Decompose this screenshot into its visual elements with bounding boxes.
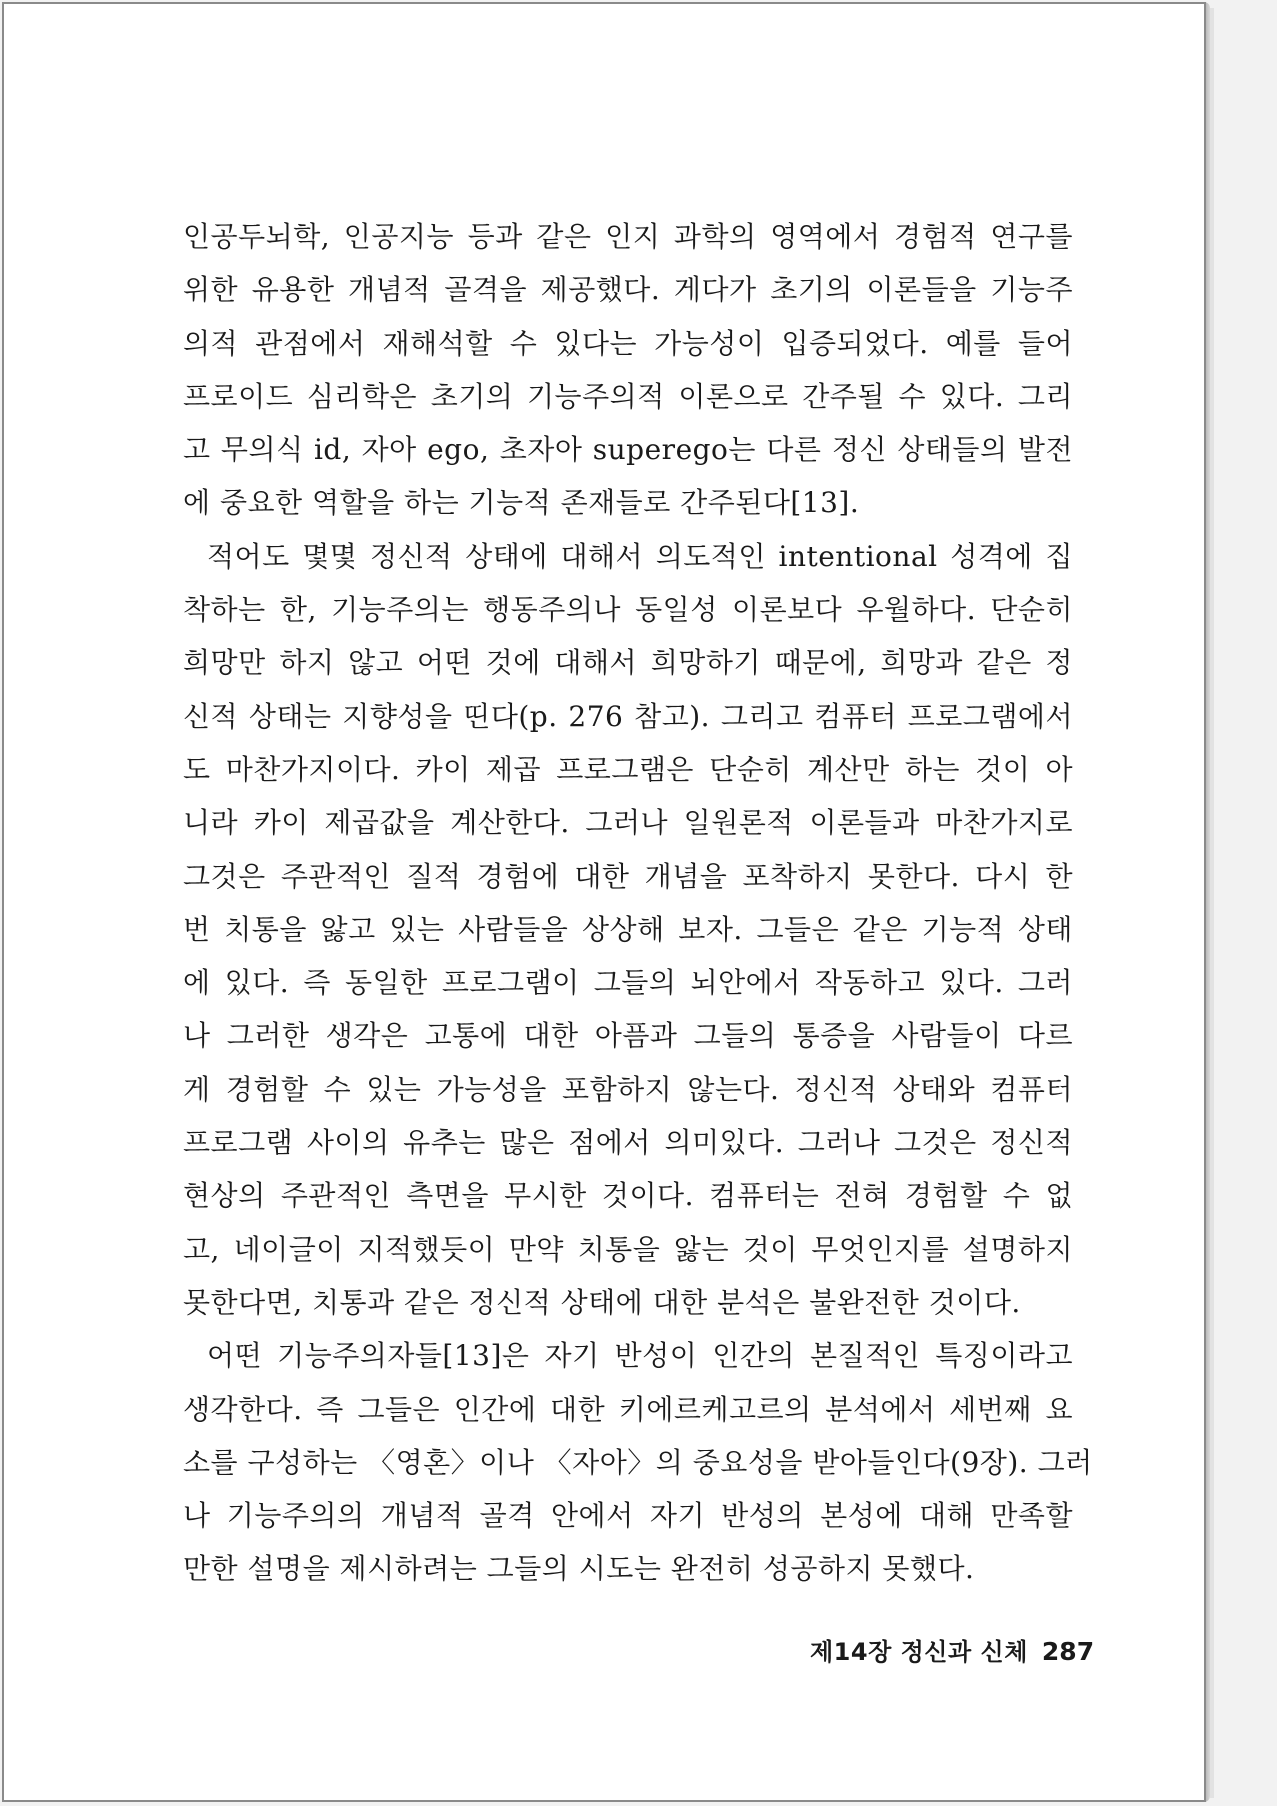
- text-line: 의적 관점에서 재해석할 수 있다는 가능성이 입증되었다. 예를 들어: [183, 326, 1073, 360]
- text-line: 소를 구성하는 〈영혼〉이나 〈자아〉의 중요성을 받아들인다(9장). 그러: [183, 1445, 1093, 1479]
- text-line: 희망만 하지 않고 어떤 것에 대해서 희망하기 때문에, 희망과 같은 정: [183, 646, 1073, 680]
- text-line: 생각한다. 즉 그들은 인간에 대한 키에르케고르의 분석에서 세번째 요: [183, 1392, 1073, 1426]
- text-line: 나 그러한 생각은 고통에 대한 아픔과 그들의 통증을 사람들이 다르: [183, 1019, 1073, 1053]
- chapter-title: 제14장 정신과 신체: [810, 1638, 1028, 1666]
- text-line: 어떤 기능주의자들[13]은 자기 반성이 인간의 본질적인 특징이라고: [207, 1339, 1073, 1373]
- text-line: 신적 상태는 지향성을 띤다(p. 276 참고). 그리고 컴퓨터 프로그램에서: [183, 699, 1073, 733]
- text-line: 에 있다. 즉 동일한 프로그램이 그들의 뇌안에서 작동하고 있다. 그러: [183, 966, 1073, 1000]
- page-footer: [810, 1632, 1095, 1667]
- text-line: 고, 네이글이 지적했듯이 만약 치통을 앓는 것이 무엇인지를 설명하지: [183, 1232, 1073, 1266]
- text-line: 번 치통을 앓고 있는 사람들을 상상해 보자. 그들은 같은 기능적 상태: [183, 912, 1073, 946]
- text-line: 프로그램 사이의 유추는 많은 점에서 의미있다. 그러나 그것은 정신적: [183, 1126, 1073, 1160]
- text-line: 나 기능주의의 개념적 골격 안에서 자기 반성의 본성에 대해 만족할: [183, 1499, 1073, 1533]
- text-line: 현상의 주관적인 측면을 무시한 것이다. 컴퓨터는 전혀 경험할 수 없: [183, 1179, 1073, 1213]
- body-text: [183, 210, 1093, 1596]
- text-line: 만한 설명을 제시하려는 그들의 시도는 완전히 성공하지 못했다.: [183, 1552, 975, 1586]
- text-line: 도 마찬가지이다. 카이 제곱 프로그램은 단순히 계산만 하는 것이 아: [183, 752, 1073, 786]
- text-line: 고 무의식 id, 자아 ego, 초자아 superego는 다른 정신 상태들의 발전: [183, 433, 1073, 467]
- text-line: 못한다면, 치통과 같은 정신적 상태에 대한 분석은 불완전한 것이다.: [183, 1285, 1021, 1319]
- text-line: 프로이드 심리학은 초기의 기능주의적 이론으로 간주될 수 있다. 그리: [183, 379, 1073, 413]
- text-line: 그것은 주관적인 질적 경험에 대한 개념을 포착하지 못한다. 다시 한: [183, 859, 1073, 893]
- text-line: 위한 유용한 개념적 골격을 제공했다. 게다가 초기의 이론들을 기능주: [183, 273, 1073, 307]
- text-line: 인공두뇌학, 인공지능 등과 같은 인지 과학의 영역에서 경험적 연구를: [183, 220, 1073, 253]
- text-line: 에 중요한 역할을 하는 기능적 존재들로 간주된다[13].: [183, 486, 860, 520]
- page-number: 287: [1041, 1637, 1095, 1666]
- page-edge-highlight: [1210, 8, 1214, 1798]
- text-line: 적어도 몇몇 정신적 상태에 대해서 의도적인 intentional 성격에 집: [207, 539, 1073, 573]
- text-line: 착하는 한, 기능주의는 행동주의나 동일성 이론보다 우월하다. 단순히: [183, 593, 1073, 627]
- text-line: 게 경험할 수 있는 가능성을 포함하지 않는다. 정신적 상태와 컴퓨터: [183, 1072, 1073, 1106]
- text-line: 니라 카이 제곱값을 계산한다. 그러나 일원론적 이론들과 마찬가지로: [183, 806, 1073, 840]
